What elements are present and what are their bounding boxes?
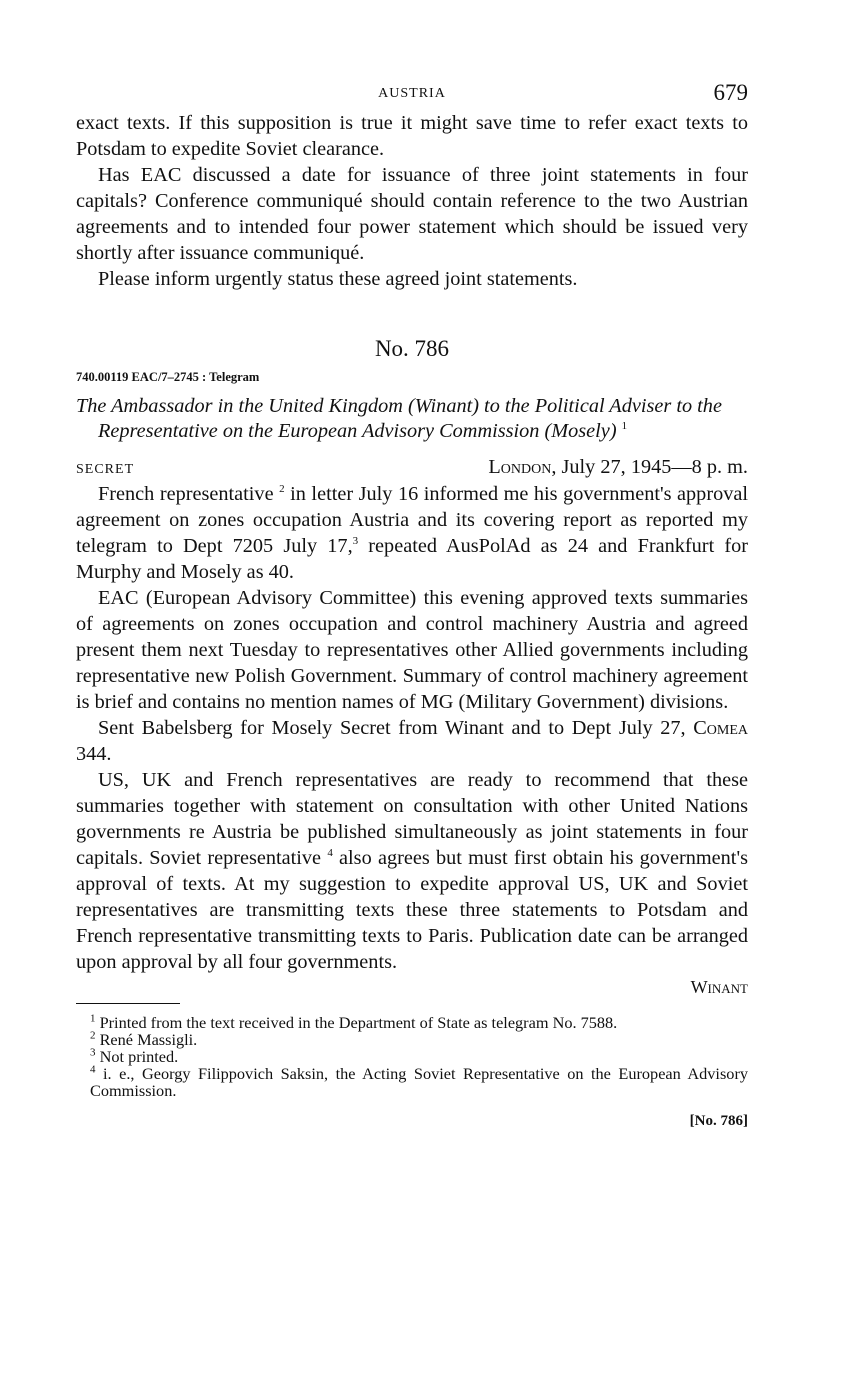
para4-text-a: US, UK and French representatives are ready to recommend that these summaries together with statement on consultation with other United Nations governments re Austria be published simultaneously as joint statements in four capitals. Soviet representative (76, 769, 748, 869)
footnote-ref-4: 4 (327, 847, 333, 860)
footnote-4 (76, 1065, 748, 1099)
footnote-ref-3: 3 (352, 535, 359, 548)
footnote-text-1: Printed from the text received in the Department of State as telegram No. 7588. (95, 1013, 618, 1032)
body-paragraph-1 (76, 481, 748, 585)
footnote-3 (76, 1048, 748, 1065)
footnote-1 (76, 1014, 748, 1031)
para1-text-b: in letter July 16 informed me his government's approval agreement on zones occupation Austria and its covering report as reported my telegram to Dept 7205 July 17, (76, 483, 748, 557)
classification: SECRET (76, 462, 135, 477)
para3-text-a: Sent Babelsberg for Mosely Secret from Winant and to Dept July 27, (98, 717, 694, 739)
footnote-text-4: i. e., Georgy Filippovich Saksin, the Acting Soviet Representative on the European Advisory Commission. (90, 1064, 748, 1100)
carryover-paragraph-2: Has EAC discussed a date for issuance of three joint statements in four capitals? Conference communiqué should contain reference to the two Austrian agreements and to intended four power statement which should be issued very shortly after issuance communiqué. (76, 164, 748, 264)
footnote-divider (76, 1003, 180, 1004)
footnote-mark-3: 3 (90, 1046, 96, 1059)
para1-text-a: French representative (98, 483, 274, 505)
running-title: AUSTRIA (378, 86, 446, 101)
document-number: No. 786 (374, 336, 450, 361)
document-end-mark: [No. 786] (689, 1113, 748, 1129)
footnote-2 (76, 1031, 748, 1048)
para3-text-b: 344. (76, 743, 112, 765)
document-heading (76, 394, 748, 444)
heading-text: The Ambassador in the United Kingdom (Winant) to the Political Adviser to the Representative on the European Advisory Commission (Mosely) (76, 395, 722, 442)
place: London (488, 456, 552, 478)
footnote-text-3: Not printed. (95, 1047, 179, 1066)
document-page (76, 80, 748, 1130)
footnote-mark-4: 4 (90, 1063, 96, 1076)
date: , July 27, 1945—8 p. m. (551, 456, 748, 478)
footnote-ref-2: 2 (279, 483, 285, 496)
body-paragraph-2: EAC (European Advisory Committee) this evening approved texts summaries of agreements on zones occupation and control machinery Austria and agreed present them next Tuesday to representatives other Allied governments including representative new Polish Government. Summary of control machinery agreement is brief and contains no mention names of MG (Military Government) divisions. (76, 587, 748, 713)
footnote-mark-1: 1 (90, 1012, 96, 1025)
running-header (76, 80, 748, 110)
telegram-code: Comea (693, 717, 748, 739)
place-and-date (488, 456, 748, 479)
signature: Winant (690, 977, 748, 997)
footnote-mark-2: 2 (90, 1029, 96, 1042)
body-paragraph-3 (76, 715, 748, 767)
body-paragraph-4 (76, 767, 748, 975)
dateline (76, 456, 748, 479)
file-reference: 740.00119 EAC/7–2745 : Telegram (76, 370, 260, 384)
carryover-paragraph-3: Please inform urgently status these agreed joint statements. (98, 268, 578, 290)
footnote-text-2: René Massigli. (95, 1030, 198, 1049)
page-number: 679 (713, 80, 748, 105)
footnotes (76, 1014, 748, 1099)
footnote-ref-1: 1 (621, 420, 628, 433)
para1-text-c: repeated AusPolAd as 24 and Frankfurt for Murphy and Mosely as 40. (76, 535, 749, 583)
carryover-paragraph-1: exact texts. If this supposition is true it might save time to refer exact texts to Potsdam to expedite Soviet clearance. (76, 112, 748, 160)
para4-text-b: also agrees but must first obtain his government's approval of texts. At my suggestion to expedite approval US, UK and Soviet representatives are transmitting texts these three statements to Potsdam and French representative transmitting texts to Paris. Publication date can be arranged upon approval by all four governments. (76, 847, 748, 973)
